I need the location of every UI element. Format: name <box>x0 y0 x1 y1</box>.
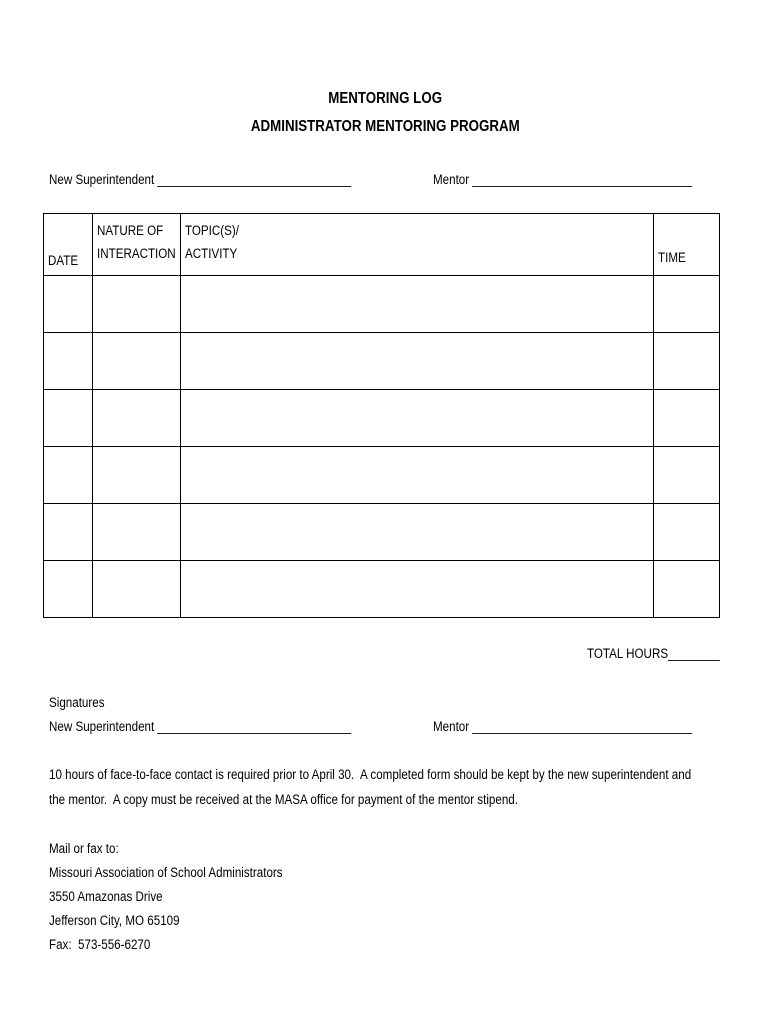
table-header-row <box>44 214 720 276</box>
mailing-heading: Mail or fax to: <box>49 841 119 856</box>
mailing-street: 3550 Amazonas Drive <box>49 889 163 904</box>
mentor-signature-field[interactable]: Mentor __________________________________ <box>433 719 692 734</box>
table-row <box>44 333 720 390</box>
topics-activity-cell[interactable] <box>181 333 654 390</box>
signatures-heading: Signatures <box>49 695 105 710</box>
topics-activity-cell[interactable] <box>181 390 654 447</box>
date-cell[interactable] <box>44 504 93 561</box>
table-row <box>44 447 720 504</box>
superintendent-signature-field[interactable]: New Superintendent ______________________________ <box>49 719 352 734</box>
time-cell[interactable] <box>654 333 720 390</box>
column-header-topics-activity: TOPIC(S)/ ACTIVITY <box>181 214 654 276</box>
total-hours-field[interactable]: TOTAL HOURS________ <box>587 646 720 661</box>
program-title <box>0 118 770 136</box>
column-header-date: DATE <box>44 214 93 276</box>
form-title-line2: ADMINISTRATOR MENTORING PROGRAM <box>250 118 520 135</box>
new-superintendent-field[interactable]: New Superintendent ______________________________ <box>49 172 352 187</box>
column-header-nature-of-interaction: NATURE OF INTERACTION <box>93 214 181 276</box>
time-cell[interactable] <box>654 276 720 333</box>
nature-of-interaction-cell[interactable] <box>93 504 181 561</box>
time-cell[interactable] <box>654 504 720 561</box>
notice-line-2: the mentor. A copy must be received at the MASA office for payment of the mentor stipend. <box>49 792 518 807</box>
date-cell[interactable] <box>44 333 93 390</box>
nature-of-interaction-cell[interactable] <box>93 447 181 504</box>
topics-activity-cell[interactable] <box>181 561 654 618</box>
mailing-fax: Fax: 573-556-6270 <box>49 937 151 952</box>
date-cell[interactable] <box>44 561 93 618</box>
notice-line-1: 10 hours of face-to-face contact is required prior to April 30. A completed form should be kept by the new superintendent and <box>49 767 692 782</box>
date-cell[interactable] <box>44 447 93 504</box>
topics-activity-cell[interactable] <box>181 276 654 333</box>
date-cell[interactable] <box>44 276 93 333</box>
form-title-line1: MENTORING LOG <box>328 90 442 107</box>
time-cell[interactable] <box>654 447 720 504</box>
form-title <box>0 90 770 108</box>
column-header-time: TIME <box>654 214 720 276</box>
time-cell[interactable] <box>654 561 720 618</box>
nature-of-interaction-cell[interactable] <box>93 333 181 390</box>
mentor-field[interactable]: Mentor __________________________________ <box>433 172 692 187</box>
table-row <box>44 276 720 333</box>
mentoring-log-table <box>43 213 720 618</box>
nature-of-interaction-cell[interactable] <box>93 276 181 333</box>
nature-of-interaction-cell[interactable] <box>93 390 181 447</box>
table-row <box>44 390 720 447</box>
mailing-organization: Missouri Association of School Administrators <box>49 865 283 880</box>
date-cell[interactable] <box>44 390 93 447</box>
table-row <box>44 561 720 618</box>
table-row <box>44 504 720 561</box>
time-cell[interactable] <box>654 390 720 447</box>
mailing-city: Jefferson City, MO 65109 <box>49 913 180 928</box>
nature-of-interaction-cell[interactable] <box>93 561 181 618</box>
topics-activity-cell[interactable] <box>181 504 654 561</box>
topics-activity-cell[interactable] <box>181 447 654 504</box>
